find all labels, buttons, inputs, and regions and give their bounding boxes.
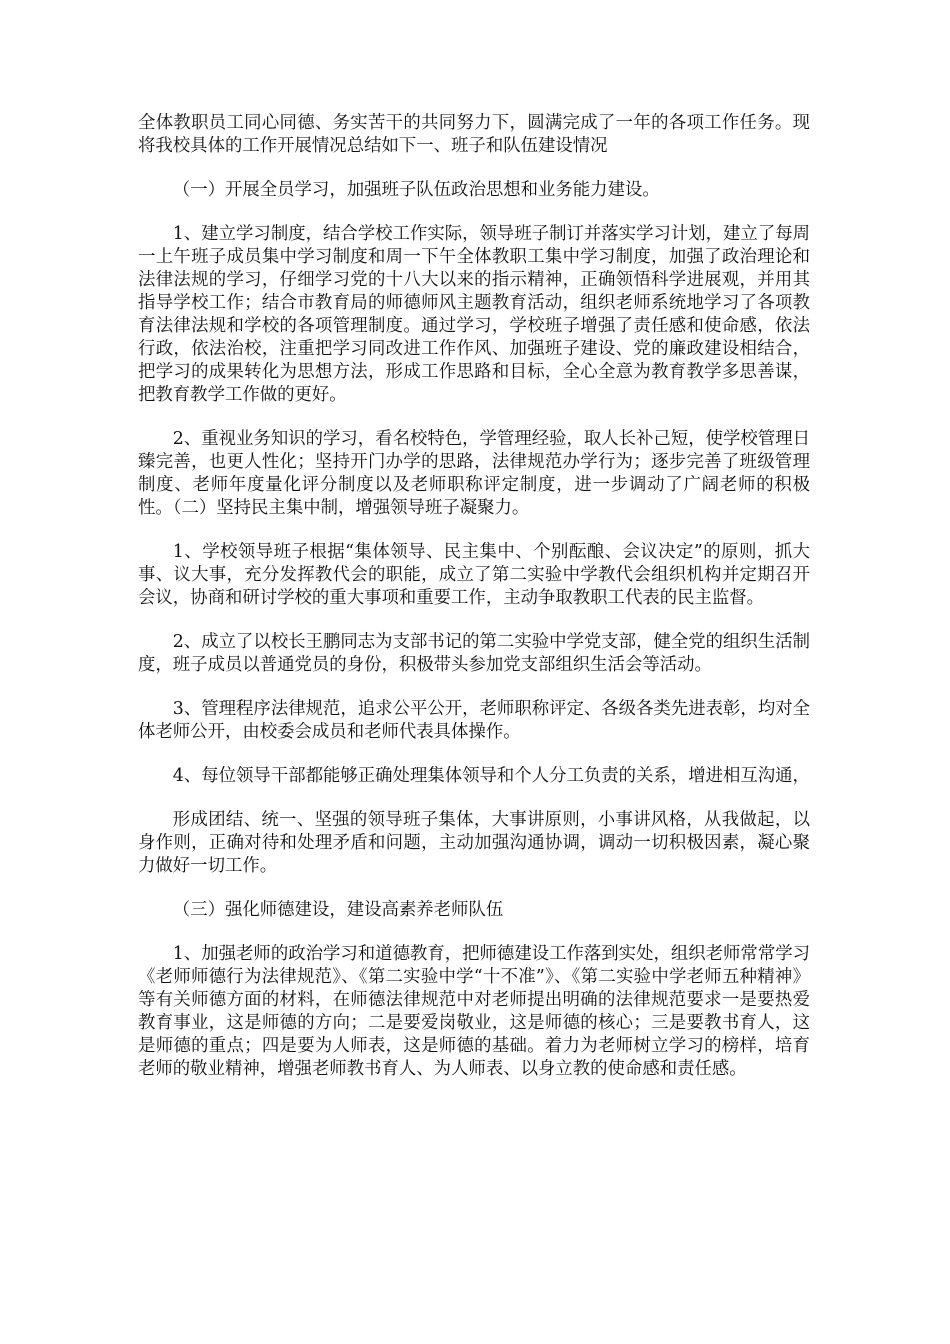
document-body: [138, 112, 810, 1102]
paragraph-study-system: 1、建立学习制度，结合学校工作实际，领导班子制订并落实学习计划，建立了每周一上午班子成员集中学习制度和周一下午全体教职工集中学习制度，加强了政治理论和法律法规的学习，仔细学习党的十八大以来的指示精神，正确领悟科学进展观，并用其指导学校工作；结合市教育局的师德师风主题教育活动，组织老师系统地学习了各项教育法律法规和学校的各项管理制度。通过学习，学校班子增强了责任感和使命感，依法行政，依法治校，注重把学习同改进工作作风、加强班子建设、党的廉政建设相结合，把学习的成果转化为思想方法，形成工作思路和目标，全心全意为教育教学多思善谋，把教育教学工作做的更好。: [138, 224, 810, 405]
paragraph-business-knowledge: 2、重视业务知识的学习，看名校特色，学管理经验，取人长补己短，使学校管理日臻完善，也更人性化；坚持开门办学的思路，法律规范办学行为；逐步完善了班级管理制度、老师年度量化评分制度以及老师职称评定制度，进一步调动了广阔老师的积极性。（二）坚持民主集中制，增强领导班子凝聚力。: [138, 429, 810, 518]
paragraph-intro: 全体教职员工同心同德、务实苦干的共同努力下，圆满完成了一年的各项工作任务。现将我校具体的工作开展情况总结如下一、班子和队伍建设情况: [138, 113, 810, 156]
section-heading-ethics: （三）强化师德建设，建设高素养老师队伍: [172, 900, 504, 920]
paragraph-ethics-education: 1、加强老师的政治学习和道德教育，把师德建设工作落到实处，组织老师常常学习《老师师德行为法律规范》、《第二实验中学“十不准”》、《第二实验中学老师五种精神》等有关师德方面的材料，在师德法律规范中对老师提出明确的法律规范要求一是要热爱教育事业，这是师德的方向；二是要爱岗敬业，这是师德的核心；三是要教书育人，这是师德的重点；四是要为人师表，这是师德的基础。着力为老师树立学习的榜样，培育老师的敬业精神，增强老师教书育人、为人师表、以身立教的使命感和责任感。: [138, 944, 810, 1079]
paragraph-unity: 形成团结、统一、坚强的领导班子集体，大事讲原则，小事讲风格，从我做起，以身作则，正确对待和处理矛盾和问题，主动加强沟通协调，调动一切积极因素，凝心聚力做好一切工作。: [138, 810, 810, 876]
paragraph-management-procedure: 3、管理程序法律规范，追求公平公开，老师职称评定、各级各类先进表彰，均对全体老师公开，由校委会成员和老师代表具体操作。: [138, 699, 810, 742]
paragraph-democratic-principle: 1、学校领导班子根据“集体领导、民主集中、个别酝酿、会议决定”的原则，抓大事、议大事，充分发挥教代会的职能，成立了第二实验中学教代会组织机构并定期召开会议，协商和研讨学校的重大事项和重要工作，主动争取教职工代表的民主监督。: [138, 542, 810, 608]
section-heading-study: （一）开展全员学习，加强班子队伍政治思想和业务能力建设。: [172, 180, 660, 200]
paragraph-leadership-relations: 4、每位领导干部都能够正确处理集体领导和个人分工负责的关系，增进相互沟通，: [172, 766, 810, 786]
paragraph-party-branch: 2、成立了以校长王鹏同志为支部书记的第二实验中学党支部，健全党的组织生活制度，班子成员以普通党员的身份，积极带头参加党支部组织生活会等活动。: [138, 632, 810, 675]
